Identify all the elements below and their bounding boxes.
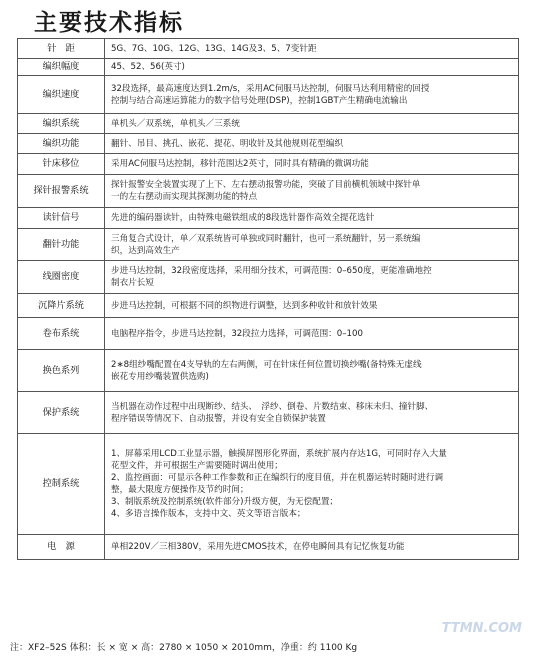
spec-label: 翻针功能: [18, 229, 105, 261]
spec-value: [105, 208, 519, 229]
spec-row: [18, 208, 519, 229]
spec-value-line: 单机头／双系统，单机头／三系统: [111, 118, 240, 129]
spec-label: 针 距: [18, 39, 105, 59]
spec-row: [18, 294, 519, 318]
spec-value-line: 整，最大限度方便操作及节约时间；: [111, 485, 249, 495]
spec-row: [18, 261, 519, 294]
spec-row: [18, 154, 519, 175]
spec-value-line: 步进马达控制，可根据不同的织物进行调整，达到多种收针和放针效果: [111, 300, 378, 311]
spec-value-line: 翻针、吊目、挑孔、嵌花、提花、明收针及其他规则花型编织: [111, 138, 344, 149]
spec-label: 针床移位: [18, 154, 105, 175]
spec-value: [105, 535, 519, 560]
spec-value-line: 1、屏幕采用LCD工业显示器，触摸屏图形化界面，系统扩展内存达1G，可同时存入大量: [111, 449, 447, 459]
spec-label: 换色系列: [18, 350, 105, 392]
spec-value-line: 45、52、56(英寸): [111, 62, 185, 72]
spec-row: [18, 229, 519, 261]
spec-label: 保护系统: [18, 392, 105, 434]
spec-row: [18, 39, 519, 59]
spec-value: [105, 134, 519, 154]
footer-note: 注：XF2–52S 体积：长 × 宽 × 高：2780 × 1050 × 2010mm，净重：约 1100 Kg: [10, 643, 358, 653]
spec-value-line: 一的左右摆动而实现其探测功能的特点: [111, 192, 258, 202]
spec-value: [105, 154, 519, 175]
spec-value: [105, 175, 519, 208]
spec-value-line: 电脑程序指令，步进马达控制，32段拉力选择，可调范围：0–100: [111, 328, 363, 339]
spec-value-line: 制衣片长短: [111, 278, 154, 288]
spec-value: [105, 350, 519, 392]
spec-row: [18, 535, 519, 560]
spec-value-line: 先进的编码器读针，由特殊电磁铁组成的8段选针器作高效全提花选针: [111, 213, 375, 223]
spec-label: 编织速度: [18, 76, 105, 114]
spec-table: [17, 38, 519, 560]
spec-label: 线圈密度: [18, 261, 105, 294]
spec-row: [18, 392, 519, 434]
spec-value-line: 2、监控画面：可显示各种工作参数和正在编织行的度目值，并在机器运转时随时进行调: [111, 473, 444, 483]
spec-value: [105, 114, 519, 134]
spec-value-line: 3、制版系统及控制系统(软件部分)升级方便，为无偿配置；: [111, 497, 339, 507]
spec-row: [18, 434, 519, 535]
spec-value-line: 采用AC伺服马达控制，移针范围达2英寸，同时具有精确的微调功能: [111, 159, 369, 169]
spec-value-line: 步进马达控制，32段密度选择，采用细分技术，可调范围：0–650度，更能准确地控: [111, 266, 432, 276]
spec-label: 卷布系统: [18, 318, 105, 350]
spec-value-line: 花型文件，并可根据生产需要随时调出使用；: [111, 461, 283, 471]
spec-value: [105, 294, 519, 318]
spec-value-line: 5G、7G、10G、12G、13G、14G及3、5、7变针距: [111, 43, 317, 54]
spec-value-line: 探针报警安全装置实现了上下、左右摆动报警功能，突破了目前横机领域中探针单: [111, 180, 421, 190]
spec-value: [105, 434, 519, 535]
spec-label: 探针报警系统: [18, 175, 105, 208]
spec-row: [18, 134, 519, 154]
spec-label: 沉降片系统: [18, 294, 105, 318]
spec-row: [18, 318, 519, 350]
spec-value: [105, 76, 519, 114]
spec-label: 电 源: [18, 535, 105, 560]
spec-label: 编织幅度: [18, 59, 105, 76]
spec-value-line: 当机器在动作过程中出现断纱、结头、 浮纱、倒卷、片数结束、移床未归、撞针脚、: [111, 401, 434, 412]
spec-value-line: 2∗8组纱嘴配置在4支导轨的左右两侧，可在针床任何位置切换纱嘴(备特殊无虚线: [111, 359, 422, 370]
spec-value-line: 嵌花专用纱嘴装置供选购): [111, 371, 209, 382]
spec-row: [18, 76, 519, 114]
spec-value: [105, 392, 519, 434]
spec-label: 读针信号: [18, 208, 105, 229]
spec-label: 编织功能: [18, 134, 105, 154]
spec-row: [18, 114, 519, 134]
spec-value-line: 4、多语言操作版本，支持中文、英文等语言版本；: [111, 509, 306, 519]
spec-row: [18, 59, 519, 76]
spec-value-line: 单相220V／三相380V，采用先进CMOS技术，在停电瞬间具有记忆恢复功能: [111, 542, 405, 552]
spec-value-line: 三角复合式设计，单／双系统皆可单独或同时翻针，也可一系统翻针，另一系统编: [111, 233, 421, 244]
spec-row: [18, 350, 519, 392]
spec-value: [105, 261, 519, 294]
spec-value: [105, 59, 519, 76]
spec-value: [105, 229, 519, 261]
spec-label: 编织系统: [18, 114, 105, 134]
spec-value: [105, 318, 519, 350]
spec-label: 控制系统: [18, 434, 105, 535]
spec-value-line: 织，达到高效生产: [111, 245, 180, 256]
spec-value: [105, 39, 519, 59]
spec-value-line: 控制与结合高速运算能力的数字信号处理(DSP)，控制1GBT产生精确电流输出: [111, 95, 408, 106]
spec-row: [18, 175, 519, 208]
spec-value-line: 32段选择，最高速度达到1.2m/s，采用AC伺服马达控制，伺服马达利用精密的回授: [111, 83, 430, 94]
spec-value-line: 程序错误等情况下、自动报警，并设有安全自锁保护装置: [111, 413, 326, 424]
page-title: 主要技术指标: [34, 9, 184, 36]
watermark: TTMN.COM: [441, 621, 522, 636]
